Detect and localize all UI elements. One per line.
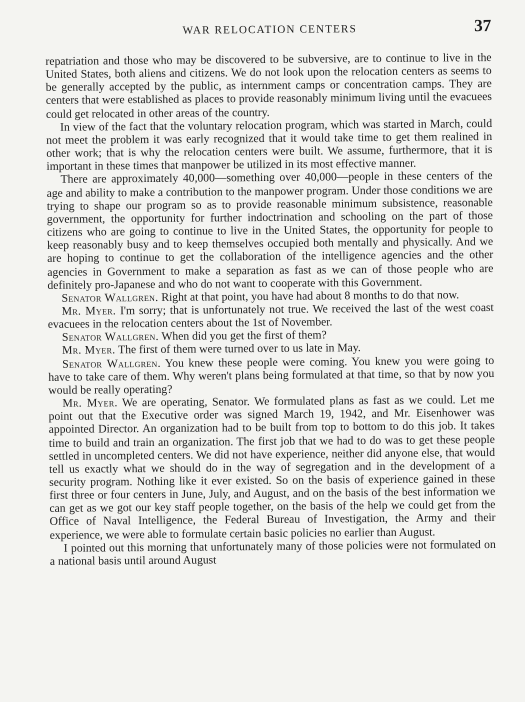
speaker-name: Mr. Myer. — [62, 396, 118, 410]
speaker-name: Mr. Myer. — [61, 304, 117, 318]
dialogue-paragraph: Mr. Myer. I'm sorry; that is unfortunately not true. We received the last of the west coast evacuees in the relocation centers about the 1st of November. — [47, 300, 494, 332]
speaker-name: Senator Wallgren. — [61, 330, 159, 345]
page-body — [45, 51, 495, 568]
speaker-name: Senator Wallgren. — [61, 290, 159, 305]
dialogue-paragraph: Senator Wallgren. You knew these people were coming. You knew you were going to have to take care of them. Why weren't plans being formulated at that time, so that by now you would be really operating? — [48, 353, 495, 397]
running-head: WAR RELOCATION CENTERS — [182, 23, 357, 37]
dialogue-paragraph: Mr. Myer. The first of them were turned over to us late in May. — [61, 341, 361, 358]
dialogue-paragraph: Senator Wallgren. When did you get the first of them? — [61, 328, 327, 345]
speaker-name: Mr. Myer. — [61, 343, 116, 358]
page-header — [45, 16, 491, 44]
page-number: 37 — [474, 16, 492, 36]
paragraph: In view of the fact that the voluntary relocation program, which was started in March, could not meet the problem it was early recognized that it would take time to get them realined in other work; that is why the relocation centers were built. We assume, furthermore, that it is important in these times that manpower be utilized in its most effective manner. — [46, 116, 493, 174]
paragraph: There are approximately 40,000—something over 40,000—people in these centers of the age and ability to make a contribution to the manpower program. Under those conditions we are trying to shape our program so as to provide reasonable minimum subsistence, reasonable government, the opportunity for further indoctrination and schooling on the part of those citizens who are going to continue to live in the United States, the opportunity for people to keep reasonably busy and to keep themselves occupied both mentally and physically. And we are hoping to continue to get the collaboration of the intelligence agencies and the other agencies in Government to make a separation as fast as we can of those people who are definitely pro-Japanese and who do not want to cooperate with this Government. — [46, 169, 494, 292]
dialogue-paragraph: Mr. Myer. We are operating, Senator. We formulated plans as fast as we could. Let me point out that the Executive order was signed March 19, 1942, and Mr. Eisenhower was appointed Director. An organization had to be built from top to bottom to do this job. It takes time to build and train an organization. The first job that we had to do was to get these people settled in uncompleted centers. We did not have experience, neither did anyone else, that would tell us exactly what we should do in the way of segregation and in the development of a security program. Nothing like it ever existed. So on the basis of experience gained in these first three or four centers in June, July, and August, and on the basis of the best information we can get as we got our key staff people together, on the basis of the help we could get from the Office of Naval Intelligence, the Federal Bureau of Investigation, the Army and their experience, we were able to formulate certain basic policies no earlier than August. — [48, 393, 496, 542]
paragraph: repatriation and those who may be discovered to be subversive, are to continue to live in the United States, both aliens and citizens. We do not look upon the relocation centers as seems to be generally accepted by the public, as internment camps or concentration camps. They are centers that were established as places to provide reasonably minimum living until the evacuees could get relocated in other areas of the country. — [45, 51, 492, 121]
speaker-name: Senator Wallgren. — [62, 356, 161, 371]
dialogue-paragraph: Senator Wallgren. Right at that point, you have had about 8 months to do that now. — [61, 288, 460, 305]
paragraph: I pointed out this morning that unfortunately many of those policies were not formulated on a national basis until around August — [49, 537, 496, 568]
